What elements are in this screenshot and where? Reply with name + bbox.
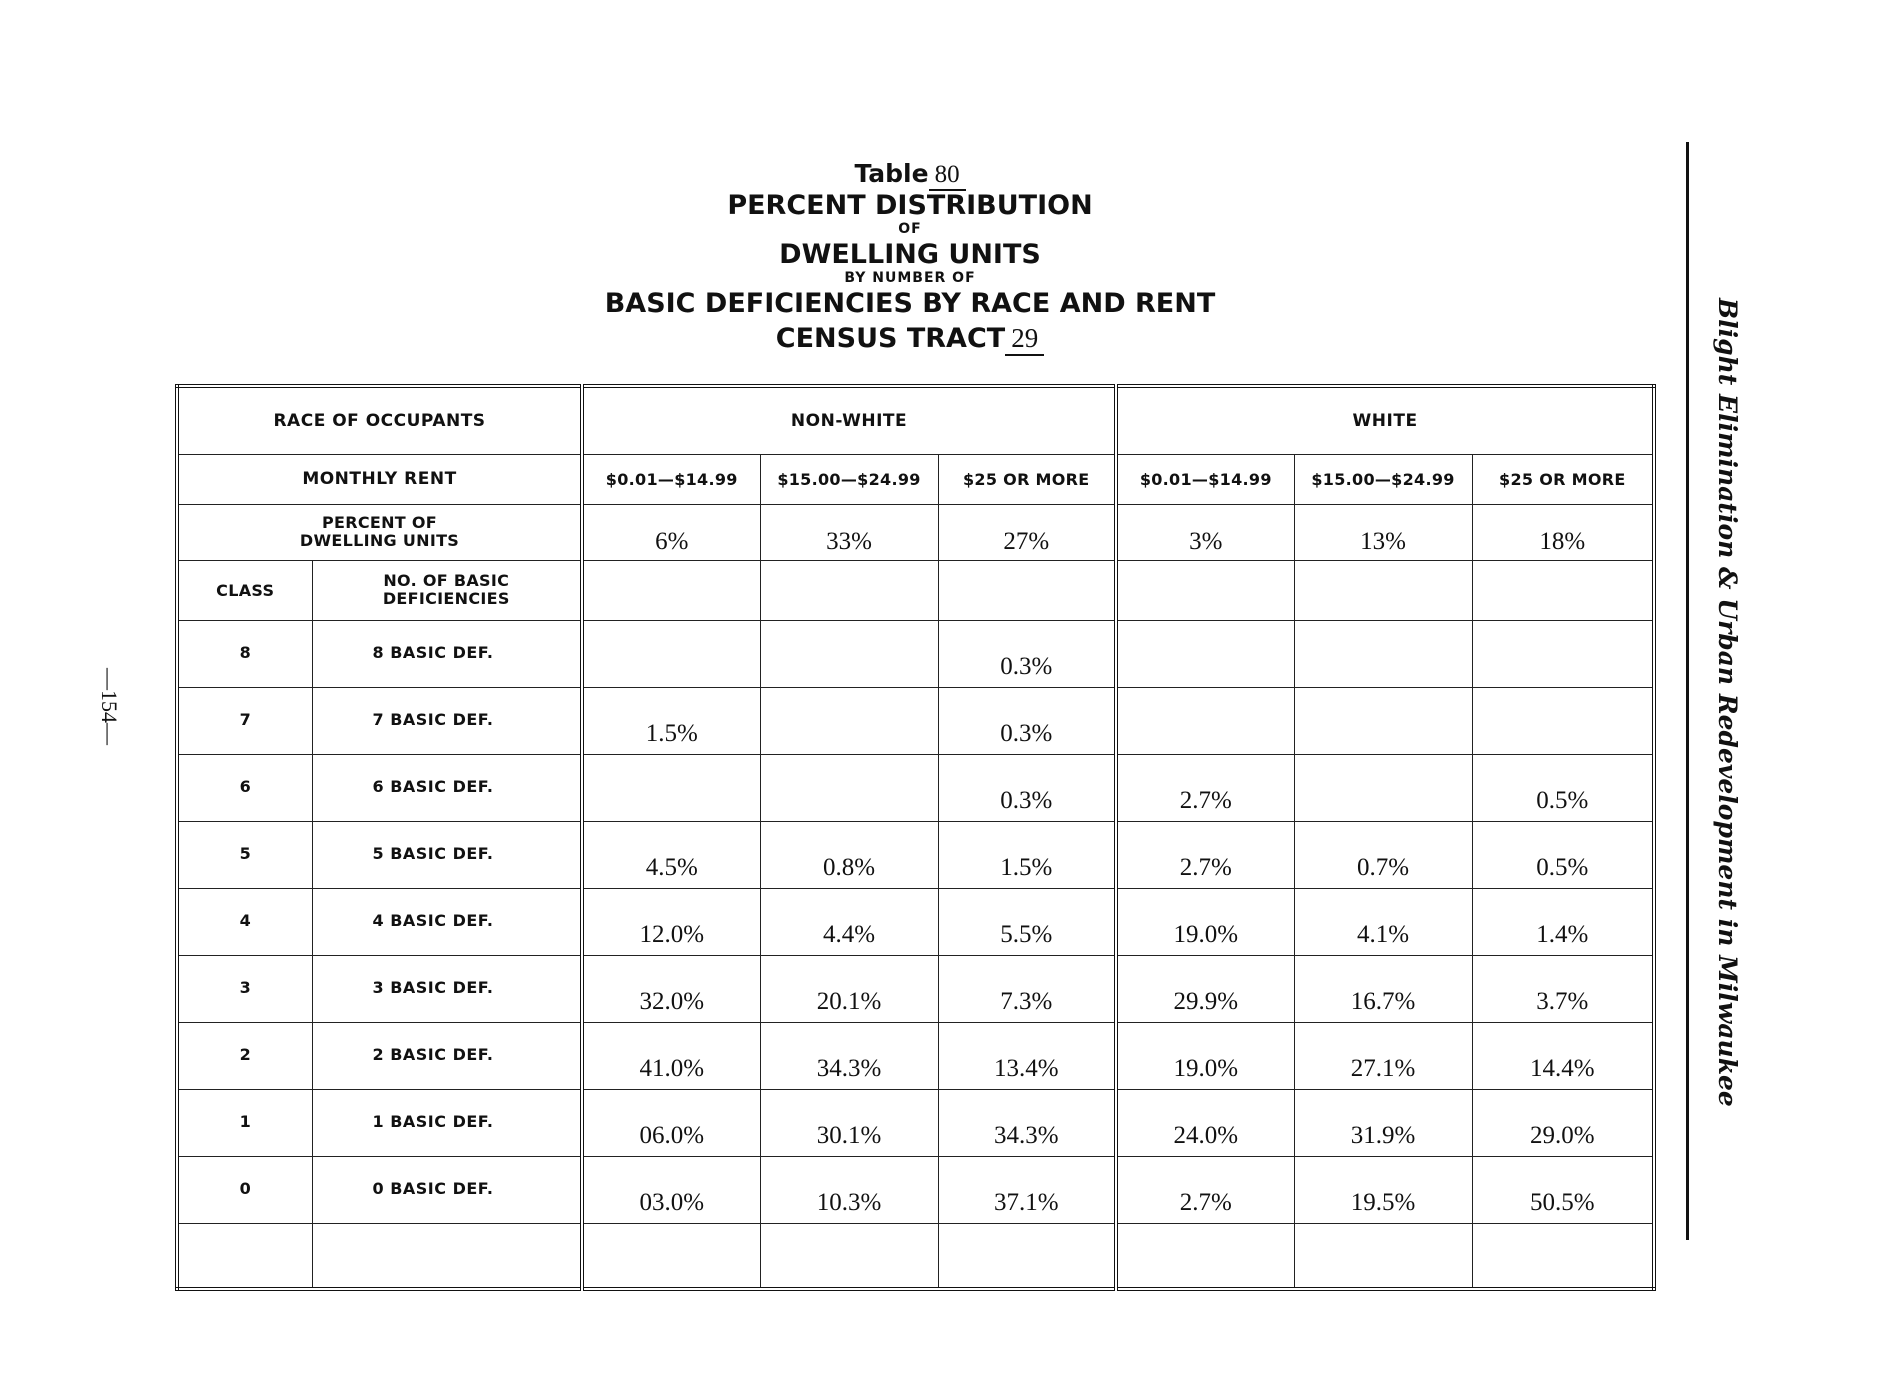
percent-dwelling-header <box>177 504 582 560</box>
value-cell <box>760 687 938 754</box>
class-cell: 0 <box>177 1156 312 1223</box>
basic-deficiencies-header <box>312 560 582 620</box>
empty-cell <box>938 1223 1116 1289</box>
deficiency-table <box>175 384 1656 1291</box>
value-cell: 34.3% <box>938 1089 1116 1156</box>
class-cell: 6 <box>177 754 312 821</box>
rent-header: $0.01—$14.99 <box>1116 454 1294 504</box>
empty-cell <box>1294 560 1472 620</box>
percent-header-line-2: DWELLING UNITS <box>299 531 460 550</box>
table-row <box>177 955 1654 1022</box>
basic-def-label-cell: 3 BASIC DEF. <box>312 955 582 1022</box>
value-cell <box>1294 687 1472 754</box>
table-title-block <box>560 160 1260 356</box>
value-cell: 12.0% <box>582 888 760 955</box>
value-cell: 19.0% <box>1116 1022 1294 1089</box>
empty-cell <box>1472 1223 1654 1289</box>
percent-cell: 18% <box>1472 504 1654 560</box>
value-cell: 0.3% <box>938 754 1116 821</box>
value-cell: 14.4% <box>1472 1022 1654 1089</box>
title-line-3: DWELLING UNITS <box>779 238 1041 270</box>
deficiency-rows <box>177 620 1654 1223</box>
basic-def-label-cell: 0 BASIC DEF. <box>312 1156 582 1223</box>
basic-def-label-cell: 7 BASIC DEF. <box>312 687 582 754</box>
class-cell: 3 <box>177 955 312 1022</box>
value-cell <box>582 754 760 821</box>
value-cell: 20.1% <box>760 955 938 1022</box>
census-tract-label: CENSUS TRACT <box>775 323 1006 355</box>
value-cell: 2.7% <box>1116 1156 1294 1223</box>
class-cell: 8 <box>177 620 312 687</box>
blank-footer-row <box>177 1223 1654 1289</box>
basic-def-label-cell: 8 BASIC DEF. <box>312 620 582 687</box>
table-row <box>177 754 1654 821</box>
side-running-title: Blight Elimination & Urban Redevelopment in Milwaukee <box>1713 298 1742 1107</box>
table-number: 80 <box>929 161 966 191</box>
class-cell: 1 <box>177 1089 312 1156</box>
value-cell: 13.4% <box>938 1022 1116 1089</box>
table-row <box>177 821 1654 888</box>
rent-header: $15.00—$24.99 <box>760 454 938 504</box>
value-cell: 1.5% <box>582 687 760 754</box>
basic-def-label-cell: 5 BASIC DEF. <box>312 821 582 888</box>
percent-cell: 13% <box>1294 504 1472 560</box>
value-cell: 16.7% <box>1294 955 1472 1022</box>
title-line-5: BASIC DEFICIENCIES BY RACE AND RENT <box>604 287 1216 319</box>
basic-def-header-line-1: NO. OF BASIC <box>383 570 510 590</box>
empty-cell <box>760 1223 938 1289</box>
basic-def-label-cell: 6 BASIC DEF. <box>312 754 582 821</box>
rent-header: $25 OR MORE <box>938 454 1116 504</box>
value-cell: 30.1% <box>760 1089 938 1156</box>
value-cell: 0.5% <box>1472 754 1654 821</box>
empty-cell <box>177 1223 312 1289</box>
value-cell: 2.7% <box>1116 821 1294 888</box>
value-cell <box>760 754 938 821</box>
value-cell: 0.3% <box>938 620 1116 687</box>
class-cell: 4 <box>177 888 312 955</box>
value-cell: 27.1% <box>1294 1022 1472 1089</box>
empty-cell <box>312 1223 582 1289</box>
value-cell: 1.4% <box>1472 888 1654 955</box>
value-cell: 0.7% <box>1294 821 1472 888</box>
value-cell <box>760 620 938 687</box>
value-cell: 0.3% <box>938 687 1116 754</box>
empty-cell <box>1472 560 1654 620</box>
value-cell: 29.0% <box>1472 1089 1654 1156</box>
race-of-occupants-header: RACE OF OCCUPANTS <box>177 386 582 454</box>
empty-cell <box>1116 560 1294 620</box>
census-tract-number: 29 <box>1005 324 1044 356</box>
basic-def-label-cell: 2 BASIC DEF. <box>312 1022 582 1089</box>
table-row <box>177 1089 1654 1156</box>
class-header-row <box>177 560 1654 620</box>
value-cell <box>1116 687 1294 754</box>
table-row <box>177 620 1654 687</box>
percent-cell: 6% <box>582 504 760 560</box>
value-cell: 24.0% <box>1116 1089 1294 1156</box>
value-cell: 37.1% <box>938 1156 1116 1223</box>
value-cell: 1.5% <box>938 821 1116 888</box>
value-cell: 32.0% <box>582 955 760 1022</box>
rent-header: $0.01—$14.99 <box>582 454 760 504</box>
value-cell: 4.5% <box>582 821 760 888</box>
table-row <box>177 1156 1654 1223</box>
value-cell: 03.0% <box>582 1156 760 1223</box>
class-cell: 2 <box>177 1022 312 1089</box>
empty-cell <box>582 1223 760 1289</box>
value-cell: 0.5% <box>1472 821 1654 888</box>
percent-cell: 33% <box>760 504 938 560</box>
basic-def-label-cell: 1 BASIC DEF. <box>312 1089 582 1156</box>
value-cell <box>1294 620 1472 687</box>
class-header: CLASS <box>177 560 312 620</box>
value-cell: 06.0% <box>582 1089 760 1156</box>
basic-def-label-cell: 4 BASIC DEF. <box>312 888 582 955</box>
race-header-row <box>177 386 1654 454</box>
value-cell: 5.5% <box>938 888 1116 955</box>
census-tract-line <box>560 324 1260 356</box>
rent-header-row <box>177 454 1654 504</box>
rent-header: $25 OR MORE <box>1472 454 1654 504</box>
table-row <box>177 687 1654 754</box>
table-number-line <box>560 160 1260 191</box>
value-cell: 0.8% <box>760 821 938 888</box>
class-cell: 5 <box>177 821 312 888</box>
percent-cell: 3% <box>1116 504 1294 560</box>
empty-cell <box>582 560 760 620</box>
group-header-non-white: NON-WHITE <box>582 386 1116 454</box>
side-rule <box>1686 142 1689 1240</box>
value-cell: 7.3% <box>938 955 1116 1022</box>
percent-cell: 27% <box>938 504 1116 560</box>
value-cell: 4.1% <box>1294 888 1472 955</box>
value-cell: 19.5% <box>1294 1156 1472 1223</box>
group-header-white: WHITE <box>1116 386 1654 454</box>
percent-header-line-1: PERCENT OF <box>321 512 438 532</box>
value-cell <box>1472 620 1654 687</box>
table-row <box>177 888 1654 955</box>
basic-def-header-line-2: DEFICIENCIES <box>382 589 510 608</box>
title-line-2: OF <box>898 221 922 238</box>
value-cell: 3.7% <box>1472 955 1654 1022</box>
empty-cell <box>760 560 938 620</box>
page-number: —154— <box>97 668 122 745</box>
value-cell: 19.0% <box>1116 888 1294 955</box>
rent-header: $15.00—$24.99 <box>1294 454 1472 504</box>
percent-dwelling-row <box>177 504 1654 560</box>
value-cell <box>582 620 760 687</box>
title-line-4: BY NUMBER OF <box>844 270 976 287</box>
monthly-rent-header: MONTHLY RENT <box>177 454 582 504</box>
table-row <box>177 1022 1654 1089</box>
value-cell <box>1472 687 1654 754</box>
title-line-1: PERCENT DISTRIBUTION <box>727 189 1093 221</box>
value-cell <box>1116 620 1294 687</box>
value-cell: 10.3% <box>760 1156 938 1223</box>
empty-cell <box>1116 1223 1294 1289</box>
empty-cell <box>938 560 1116 620</box>
class-cell: 7 <box>177 687 312 754</box>
value-cell: 29.9% <box>1116 955 1294 1022</box>
value-cell: 2.7% <box>1116 754 1294 821</box>
value-cell <box>1294 754 1472 821</box>
value-cell: 31.9% <box>1294 1089 1472 1156</box>
value-cell: 34.3% <box>760 1022 938 1089</box>
value-cell: 4.4% <box>760 888 938 955</box>
value-cell: 50.5% <box>1472 1156 1654 1223</box>
empty-cell <box>1294 1223 1472 1289</box>
table-label: Table <box>854 159 929 188</box>
value-cell: 41.0% <box>582 1022 760 1089</box>
